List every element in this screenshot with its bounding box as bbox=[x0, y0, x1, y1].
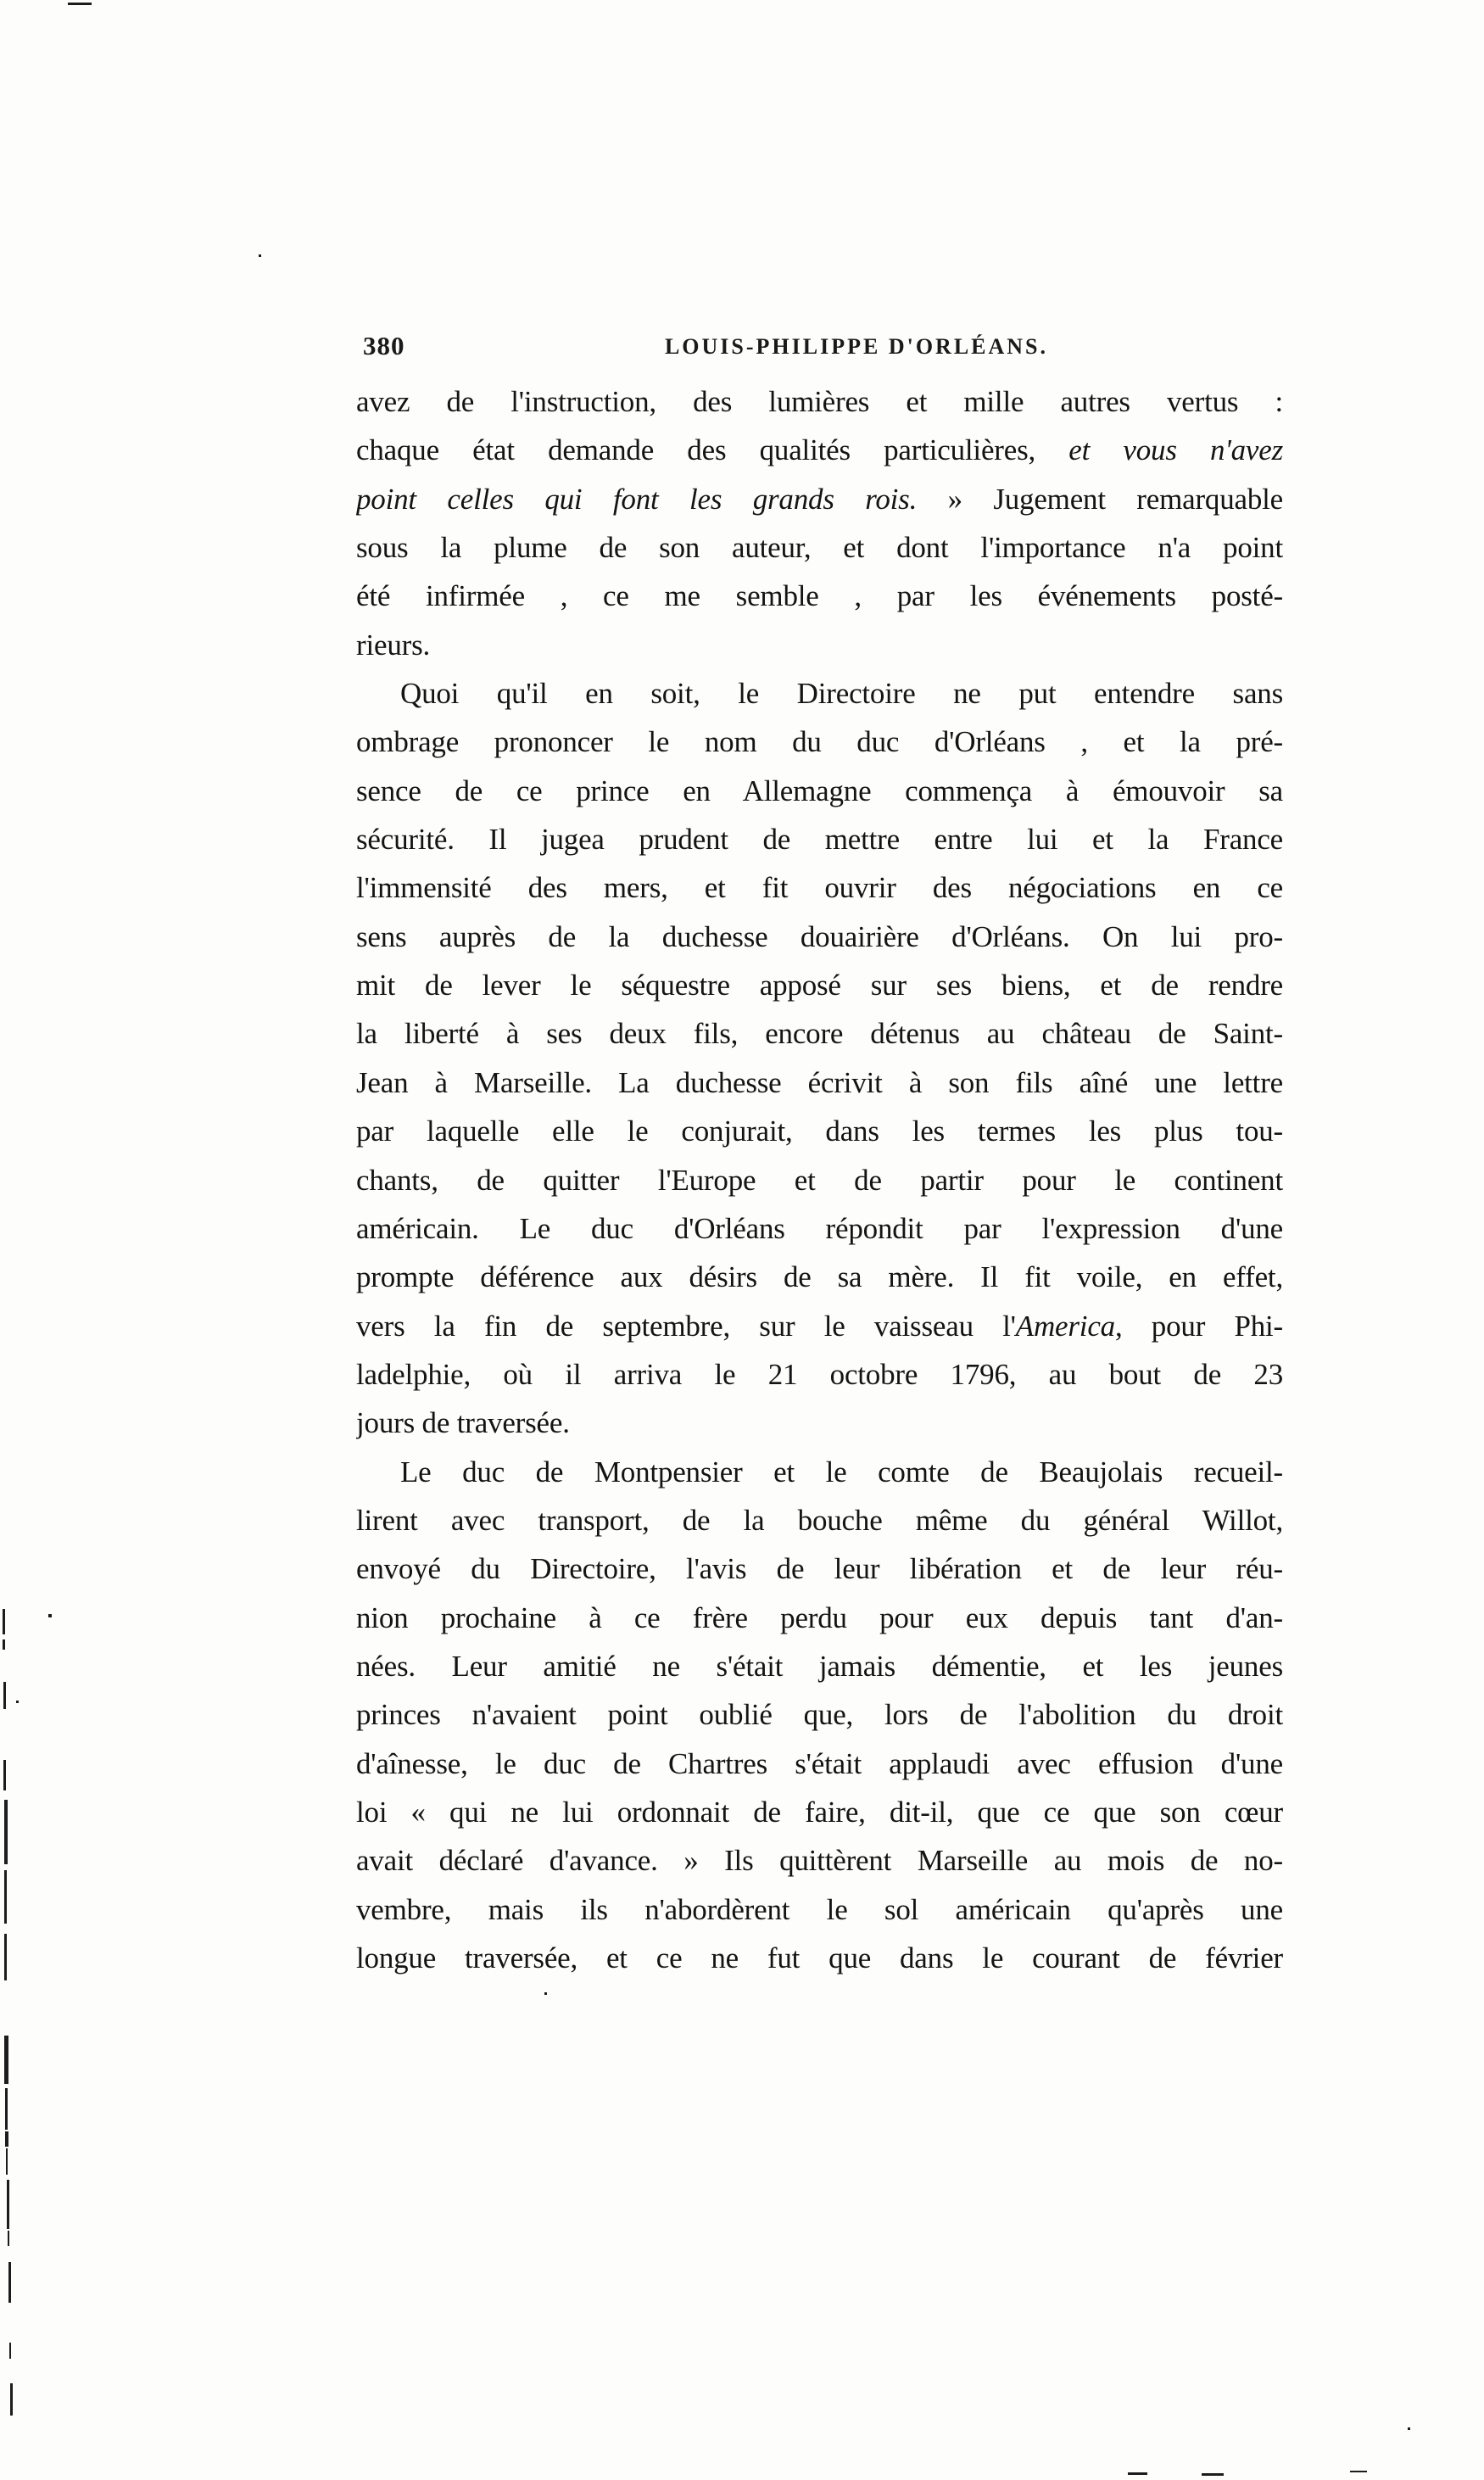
bottom-edge-dash bbox=[1128, 2472, 1147, 2475]
text-line bbox=[356, 1350, 1283, 1399]
text-line bbox=[356, 1107, 1283, 1155]
page-number: 380 bbox=[363, 331, 405, 360]
binding-edge-mark bbox=[8, 2231, 9, 2246]
text-line bbox=[356, 863, 1283, 912]
text-line bbox=[356, 523, 1283, 572]
speck bbox=[544, 1992, 547, 1995]
text-line bbox=[356, 1885, 1283, 1934]
top-edge-dash bbox=[68, 3, 92, 5]
text-segment: princes n'avaient point oublié que, lors de l'abolition du droit bbox=[356, 1698, 1283, 1732]
binding-edge-mark bbox=[3, 1639, 5, 1650]
text-line bbox=[356, 718, 1283, 766]
text-segment: vembre, mais ils n'abordèrent le sol américain qu'après une bbox=[356, 1892, 1283, 1926]
text-segment: sens auprès de la duchesse douairière d'Orléans. On lui pro- bbox=[356, 919, 1283, 953]
text-segment: Jean à Marseille. La duchesse écrivit à son fils aîné une lettre bbox=[356, 1065, 1283, 1099]
text-segment: avait déclaré d'avance. » Ils quittèrent Marseille au mois de no- bbox=[356, 1844, 1283, 1878]
speck bbox=[48, 1614, 52, 1617]
text-line bbox=[356, 767, 1283, 815]
text-line bbox=[356, 1788, 1283, 1836]
running-header-title: LOUIS-PHILIPPE D'ORLÉANS. bbox=[664, 334, 1049, 359]
text-segment: chants, de quitter l'Europe et de partir pour le continent bbox=[356, 1163, 1283, 1197]
speck bbox=[16, 1701, 19, 1703]
text-line bbox=[356, 1740, 1283, 1788]
text-line bbox=[356, 1009, 1283, 1058]
text-segment: vers la fin de septembre, sur le vaisseau l' bbox=[356, 1309, 1016, 1343]
binding-edge-mark bbox=[3, 1760, 6, 1790]
text-line bbox=[356, 1690, 1283, 1739]
text-segment: l'immensité des mers, et fit ouvrir des négociations en ce bbox=[356, 871, 1283, 905]
text-segment: » Jugement remarquable bbox=[917, 482, 1283, 516]
text-segment: sécurité. Il jugea prudent de mettre entre lui et la France bbox=[356, 823, 1283, 857]
text-segment: d'aînesse, le duc de Chartres s'était applaudi avec effusion d'une bbox=[356, 1746, 1283, 1780]
text-line bbox=[356, 1594, 1283, 1642]
text-line bbox=[356, 377, 1283, 426]
binding-edge-mark bbox=[10, 2383, 13, 2416]
bottom-edge-dash bbox=[1202, 2473, 1224, 2476]
text-line bbox=[356, 961, 1283, 1009]
text-segment: par laquelle elle le conjurait, dans les termes les plus tou- bbox=[356, 1114, 1283, 1148]
text-line bbox=[356, 913, 1283, 961]
text-segment: lirent avec transport, de la bouche même du général Willot, bbox=[356, 1503, 1283, 1537]
text-segment: longue traversée, et ce ne fut que dans le courant de février bbox=[356, 1941, 1283, 1975]
italic-text-segment: et vous n'avez bbox=[1068, 433, 1283, 467]
text-segment: sence de ce prince en Allemagne commença à émouvoir sa bbox=[356, 774, 1283, 807]
italic-text-segment: point celles qui font les grands rois. bbox=[356, 482, 918, 516]
binding-edge-mark bbox=[4, 2036, 8, 2084]
text-line bbox=[356, 1204, 1283, 1253]
text-line bbox=[356, 1934, 1283, 1982]
binding-edge-mark bbox=[4, 1800, 8, 1864]
text-segment: rieurs. bbox=[356, 628, 431, 662]
text-line bbox=[356, 1642, 1283, 1690]
text-line bbox=[356, 1399, 1283, 1447]
text-segment: avez de l'instruction, des lumières et mille autres vertus : bbox=[356, 385, 1283, 418]
text-line bbox=[356, 1448, 1283, 1496]
text-segment: envoyé du Directoire, l'avis de leur libération et de leur réu- bbox=[356, 1552, 1283, 1586]
text-segment: , pour Phi- bbox=[1114, 1309, 1283, 1343]
bottom-edge-dash bbox=[1350, 2471, 1367, 2472]
binding-edge-mark bbox=[3, 1682, 6, 1709]
binding-edge-mark bbox=[4, 1870, 7, 1924]
text-segment: sous la plume de son auteur, et dont l'importance n'a point bbox=[356, 531, 1283, 565]
binding-edge-mark bbox=[5, 2131, 8, 2147]
text-segment: chaque état demande des qualités particulières, bbox=[356, 433, 1069, 467]
text-line bbox=[356, 1253, 1283, 1301]
text-segment: nion prochaine à ce frère perdu pour eux depuis tant d'an- bbox=[356, 1600, 1283, 1634]
speck bbox=[259, 254, 261, 257]
page-text bbox=[356, 377, 1283, 1982]
text-line bbox=[356, 1058, 1283, 1107]
text-line bbox=[356, 572, 1283, 620]
binding-edge-mark bbox=[8, 2262, 11, 2303]
text-segment: ombrage prononcer le nom du duc d'Orléans , et la pré- bbox=[356, 725, 1283, 759]
text-segment: nées. Leur amitié ne s'était jamais démentie, et les jeunes bbox=[356, 1649, 1283, 1683]
text-segment: loi « qui ne lui ordonnait de faire, dit-il, que ce que son cœur bbox=[356, 1795, 1283, 1829]
text-segment: la liberté à ses deux fils, encore détenus au château de Saint- bbox=[356, 1017, 1283, 1051]
binding-edge-mark bbox=[4, 1934, 7, 1980]
text-line bbox=[356, 1496, 1283, 1544]
text-segment: jours de traversée. bbox=[356, 1406, 570, 1440]
binding-edge-mark bbox=[3, 1609, 5, 1634]
text-segment: mit de lever le séquestre apposé sur ses biens, et de rendre bbox=[356, 969, 1283, 1003]
text-segment: Le duc de Montpensier et le comte de Beaujolais recueil- bbox=[400, 1455, 1283, 1489]
text-line bbox=[356, 1302, 1283, 1350]
text-line bbox=[356, 621, 1283, 669]
speck bbox=[1408, 2427, 1410, 2430]
text-line bbox=[356, 426, 1283, 474]
text-line bbox=[356, 815, 1283, 863]
binding-edge-mark bbox=[5, 2088, 8, 2130]
text-line bbox=[356, 1544, 1283, 1593]
binding-edge-mark bbox=[7, 2180, 9, 2229]
binding-edge-mark bbox=[9, 2343, 11, 2359]
text-line bbox=[356, 1156, 1283, 1204]
text-segment: ladelphie, où il arriva le 21 octobre 1796, au bout de 23 bbox=[356, 1357, 1283, 1391]
text-line bbox=[356, 1836, 1283, 1885]
binding-edge-mark bbox=[6, 2148, 8, 2175]
text-segment: été infirmée , ce me semble , par les événements posté- bbox=[356, 579, 1283, 613]
text-segment: prompte déférence aux désirs de sa mère. Il fit voile, en effet, bbox=[356, 1260, 1283, 1294]
text-segment: américain. Le duc d'Orléans répondit par l'expression d'une bbox=[356, 1211, 1283, 1245]
italic-text-segment: America bbox=[1015, 1309, 1115, 1343]
text-line bbox=[356, 475, 1283, 523]
text-segment: Quoi qu'il en soit, le Directoire ne put entendre sans bbox=[400, 677, 1283, 711]
text-line bbox=[356, 669, 1283, 718]
